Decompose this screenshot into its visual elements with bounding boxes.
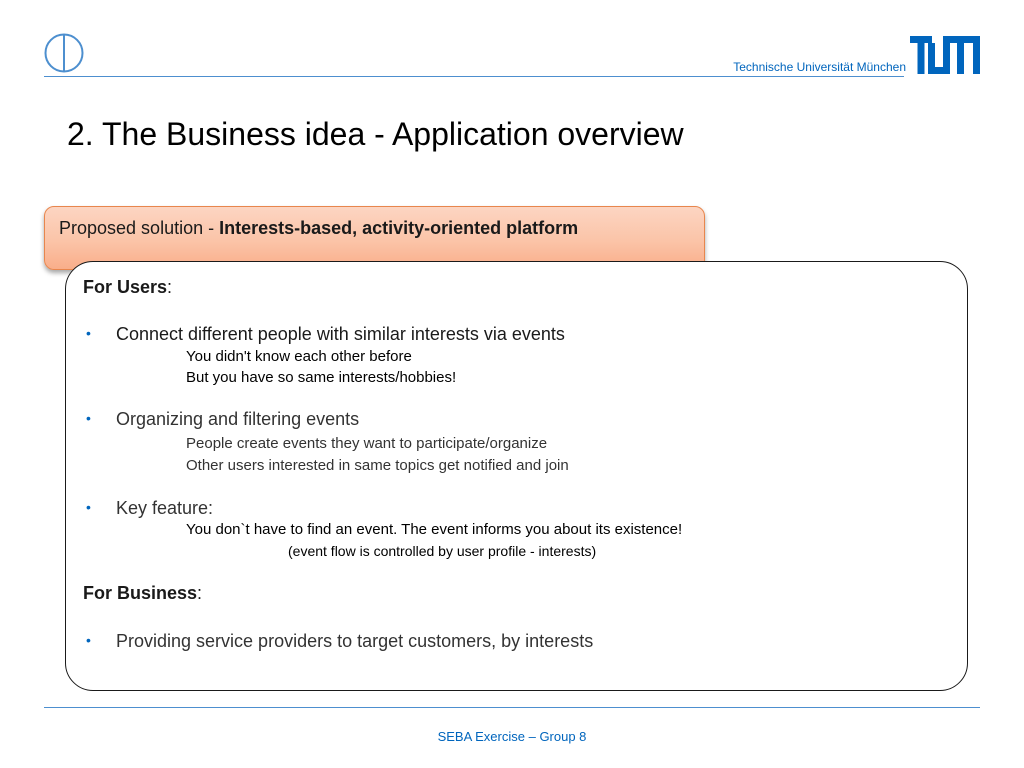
bullet-icon: • xyxy=(86,499,91,515)
footer-text: SEBA Exercise – Group 8 xyxy=(437,729,587,744)
callout-text xyxy=(59,218,578,239)
bullet-detail: But you have so same interests/hobbies! xyxy=(186,369,457,386)
for-business-label: For Business xyxy=(83,583,198,603)
callout-prefix: Proposed solution - xyxy=(59,218,220,238)
bullet-text: Providing service providers to target customers, by interests xyxy=(116,631,594,651)
callout-emphasis: Interests-based, activity-oriented platform xyxy=(219,218,579,238)
tum-seal-icon xyxy=(44,32,84,74)
footer-divider xyxy=(44,707,980,708)
bullet-icon: • xyxy=(86,410,91,426)
bullet-text: Key feature: xyxy=(116,498,214,518)
bullet-detail: You didn't know each other before xyxy=(186,348,412,365)
for-business-colon: : xyxy=(197,583,203,603)
for-users-heading xyxy=(83,277,172,298)
bullet-icon: • xyxy=(86,632,91,648)
slide-title: 2. The Business idea - Application overview xyxy=(67,116,684,152)
bullet-icon: • xyxy=(86,325,91,341)
bullet-detail: People create events they want to participate/organize xyxy=(186,435,548,452)
content-box xyxy=(65,261,968,691)
bullet-point xyxy=(86,324,565,345)
tum-logo xyxy=(910,36,980,74)
bullet-detail: Other users interested in same topics get notified and join xyxy=(186,457,569,474)
header-divider xyxy=(44,76,904,77)
bullet-point xyxy=(86,498,213,519)
bullet-text: Organizing and filtering events xyxy=(116,409,360,429)
for-users-colon: : xyxy=(167,277,173,297)
bullet-detail: You don`t have to find an event. The event informs you about its existence! xyxy=(186,521,683,538)
for-users-label: For Users xyxy=(83,277,168,297)
for-business-heading xyxy=(83,583,202,604)
bullet-note: (event flow is controlled by user profile - interests) xyxy=(288,543,597,559)
bullet-text: Connect different people with similar interests via events xyxy=(116,324,565,344)
university-name: Technische Universität München xyxy=(733,60,906,74)
bullet-point xyxy=(86,631,593,652)
bullet-point xyxy=(86,409,359,430)
